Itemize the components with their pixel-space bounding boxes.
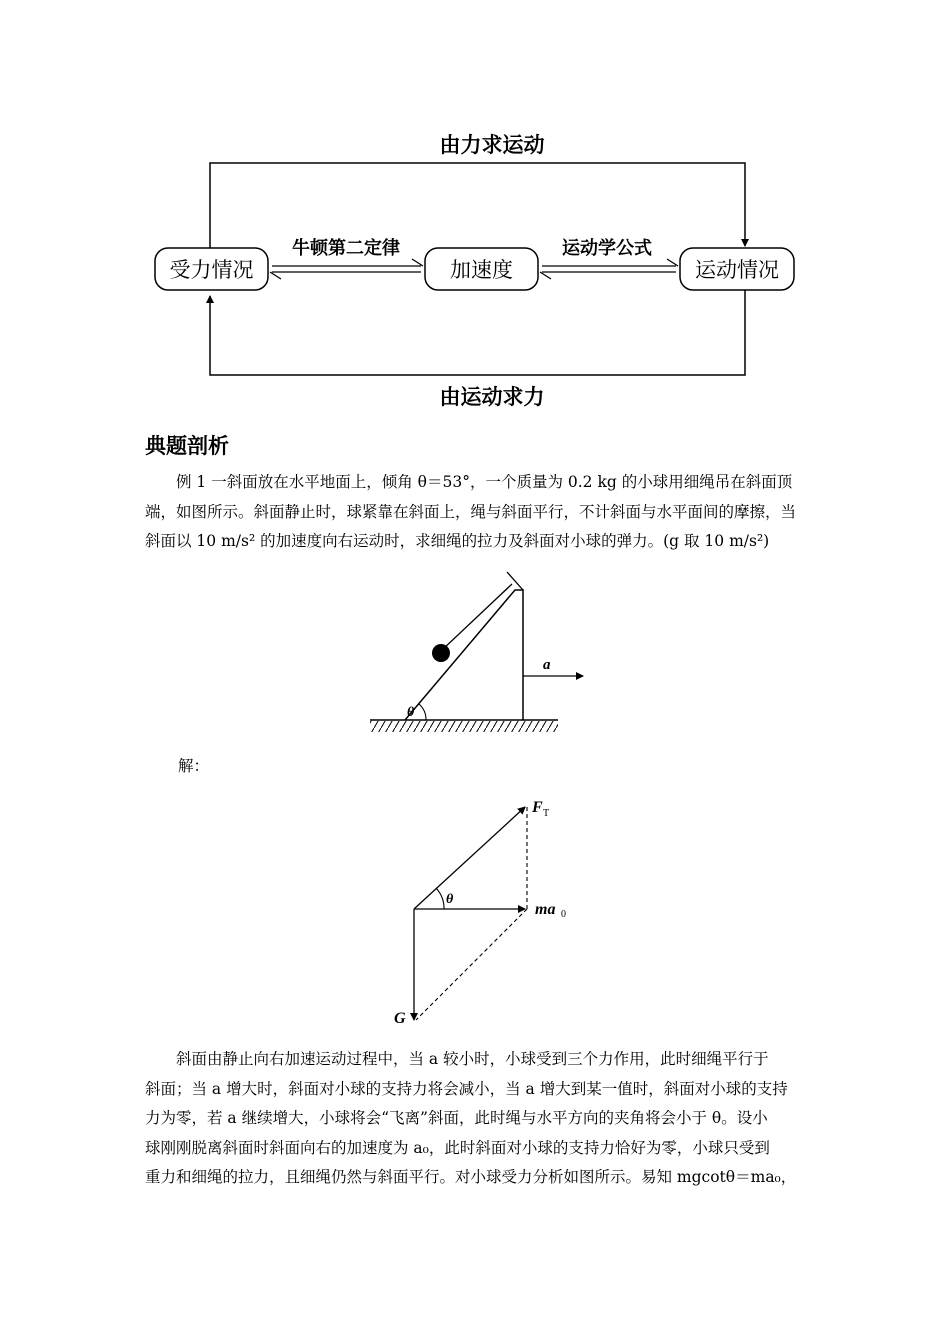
analysis-text (145, 1045, 807, 1193)
incline-angle-label: θ (407, 705, 415, 720)
net-force-label: ma (535, 901, 556, 918)
box-acceleration-label: 加速度 (450, 258, 513, 282)
analysis-line: 球刚刚脱离斜面时斜面向右的加速度为 a₀，此时斜面对小球的支持力恰好为零，小球只受到 (145, 1138, 770, 1157)
flowchart-diagram (0, 0, 950, 420)
acceleration-label: a (543, 657, 551, 673)
force-diagram (380, 790, 600, 1035)
top-loop-arrow (210, 163, 745, 250)
angle-arc (419, 704, 426, 720)
double-arrow-right (540, 259, 678, 279)
incline-body (405, 590, 523, 720)
force-angle-arc (436, 888, 444, 909)
analysis-line: 重力和细绳的拉力，且细绳仍然与斜面平行。对小球受力分析如图所示。易知 mgcotθ＝ma₀， (145, 1168, 797, 1186)
double-arrow-left (270, 259, 423, 279)
arrow-kinematics-label: 运动学公式 (562, 238, 652, 259)
incline-figure (360, 560, 600, 745)
analysis-line: 斜面；当 a 增大时，斜面对小球的支持力将会减小，当 a 增大到某一值时，斜面对小球的支持 (145, 1079, 788, 1098)
arrow-newton-label: 牛顿第二定律 (292, 238, 400, 259)
analysis-line: 斜面由静止向右加速运动过程中，当 a 较小时，小球受到三个力作用，此时细绳平行于 (176, 1050, 769, 1068)
rope (442, 584, 512, 650)
box-motion-situation-label: 运动情况 (695, 258, 779, 282)
tension-vector (414, 807, 525, 909)
force-angle-label: θ (446, 892, 454, 907)
analysis-line: 力为零，若 a 继续增大，小球将会“飞离”斜面，此时绳与水平方向的夹角将会小于 θ。设小 (145, 1109, 768, 1127)
example-line: 端，如图所示。斜面静止时，球紧靠在斜面上，绳与斜面平行，不计斜面与水平面间的摩擦，当 (145, 502, 797, 521)
example-problem (145, 468, 807, 557)
top-loop-label: 由力求运动 (439, 133, 545, 157)
ground-hatching (370, 721, 558, 732)
tension-subscript: T (543, 808, 550, 819)
bottom-loop-label: 由运动求力 (439, 385, 545, 409)
section-title: 典题剖析 (145, 434, 229, 458)
solution-label: 解： (178, 757, 210, 775)
ball (432, 644, 450, 662)
example-line: 斜面以 10 m/s² 的加速度向右运动时，求细绳的拉力及斜面对小球的弹力。(g 取 10 m/s²) (145, 532, 770, 550)
net-force-subscript: 0 (561, 909, 566, 920)
example-line: 例 1 一斜面放在水平地面上，倾角 θ＝53°，一个质量为 0.2 kg 的小球用细绳吊在斜面顶 (176, 473, 793, 491)
gravity-label: G (394, 1010, 406, 1027)
bottom-loop-arrow (210, 290, 745, 375)
dashed-diagonal (416, 909, 527, 1020)
tension-label: F (532, 799, 543, 816)
box-force-situation-label: 受力情况 (169, 258, 254, 282)
